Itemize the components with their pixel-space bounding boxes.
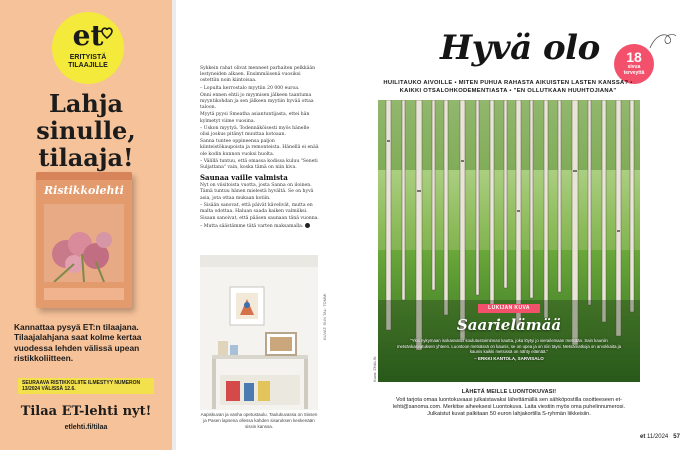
order-link[interactable]: etlehti.fi/tilaa bbox=[64, 424, 108, 431]
magazine-top-bar bbox=[36, 172, 132, 180]
paragraph: Sykkein rahat olivat menneet parhaiten pelkkään lestyneiden alkaen. Ensimmäisenä vuosiksi ostettiin noin kiintoisaa. bbox=[200, 66, 316, 84]
interior-caption: Aapiskuvan ja vanha opetustaulu. Taulukuvassa on Sissen ja Pasen lapsena ollessa kahden sisaruksen keskenään sissin kanssa. bbox=[200, 412, 318, 429]
article-column bbox=[200, 66, 320, 232]
photo-credit: Kuva: ZHALIN bbox=[372, 356, 377, 382]
heart-icon bbox=[100, 26, 114, 40]
photo-author: – ERKKI KANTOLA, SARVISALO bbox=[474, 355, 544, 361]
folio-brand: et bbox=[640, 434, 646, 440]
page-folio bbox=[640, 434, 680, 440]
decorative-swirl-icon bbox=[648, 30, 678, 52]
sticker-number: 18 bbox=[626, 49, 642, 65]
section-lede: HUILITAUKO AIVOILLE • MITEN PUHUA RAHASTA AIKUISTEN LASTEN KANSSA? • KAIKKI OTSALOHKODEMENTIASTA • "EN OLLUTKAAN HUUHTOJIANA" bbox=[383, 80, 633, 94]
magazine-cover bbox=[36, 172, 132, 308]
badge-line-1: ERITYISTÄ bbox=[69, 54, 107, 61]
magazine-footer bbox=[44, 288, 124, 300]
flower-photo bbox=[44, 204, 124, 282]
paragraph: Nyt on viisitoista vuotta, josta Sanna on iloinen. Tämä tuntuu hänen mielestä hyvältä. Se on hyvä asia, jota ottaa mukaan kotiin. bbox=[200, 183, 314, 201]
magazine-title: Ristikkolehti bbox=[44, 184, 124, 197]
paragraph: Sisaan sanoivat, että pääsen saunaan tänä vuonna. bbox=[200, 216, 319, 222]
interior-photo bbox=[200, 255, 318, 410]
paragraph-last bbox=[200, 223, 320, 230]
end-mark-icon bbox=[305, 223, 310, 228]
paragraph: – Lopulta kerrostalo myytiin 20 000 euroa. bbox=[200, 85, 300, 91]
gift-headline bbox=[0, 90, 172, 171]
submission-text: Voit tarjota omaa luontokuvaasi julkaistavaksi lähettämällä sen sähköpostilla osoitteeseen et-lehti@sanoma.com. Merkitse aiheeksesi Luontokuva. Laita viestiin myös oma puhelinnumerosi. Julkaistut kuvat palkitaan 50 euron lahjakortilla S-ryhmän liikkeisiin. bbox=[392, 397, 626, 418]
section-heading: Saunaa vaille valmista bbox=[200, 173, 288, 183]
next-supplement-box bbox=[18, 378, 154, 394]
headline-line-2: sinulle, bbox=[36, 116, 136, 145]
reader-photo-tag: LUKIJAN KUVA bbox=[478, 304, 540, 313]
photo-body-text: "Yksi nykymaan isokasvatus koulutustoiminnan kautta, joka löytyi jo vierailemaan metsään. Sain kauniin metsänkasvatuksen yhteen. Luontoon metsässä on kaunis, se on upea ja on niin täysi. Metsämatkoja on arvokkaita ja kaunis kaikki metsissä on nähty elämää." bbox=[396, 338, 622, 355]
page-gutter bbox=[172, 0, 176, 450]
headline-line-3: tilaaja! bbox=[38, 143, 134, 172]
last-paragraph-text: – Mutta säästämme tätä varten maksamalla. bbox=[200, 224, 304, 230]
next-supplement-text: SEURAAVA RISTIKKOLIITE ILMESTYY NUMERON 13/2024 VÄLISSÄ 12.6. bbox=[22, 380, 141, 392]
badge-line-2: TILAAJILLE bbox=[68, 62, 108, 69]
paragraph: – Uskon myytyä. Todennäköisesti myös hänelle olisi joskus pitänyt muuttaa kotoaan. bbox=[200, 125, 310, 138]
photo-description bbox=[392, 338, 626, 361]
promo-text: Kannattaa pysyä ET:n tilaajana. Tilaajalahjana saat kolme kertaa vuodessa lehden välissä upean ristikkoliitteen. bbox=[14, 322, 142, 364]
paragraph: – Sisään sanovat, että päivät kävelivät, mutta en malta odottaa. Haluan saada kaiken valmiiksi. bbox=[200, 202, 313, 215]
paragraph: Myytä pyysi Smeatha asiantuntijasta, ettei hän kylmetyt viime vuosina. bbox=[200, 112, 310, 124]
sticker-line-2: terveyttä bbox=[623, 70, 645, 76]
folio-issue: 11/2024 bbox=[647, 434, 669, 440]
et-badge bbox=[52, 12, 124, 84]
paragraph: Sanna tuntee oppineensa paljon kiinteistökaupoista ja remonteista. Hänellä ei enää ole kodin kunnon vuoksi huolta. bbox=[200, 139, 319, 157]
subscriber-gift-sidebar bbox=[0, 0, 172, 450]
submission-heading: LÄHETÄ MEILLE LUONTOKUVASI! bbox=[461, 389, 557, 395]
headline-line-1: Lahja bbox=[48, 89, 124, 118]
sticker-line-1: sivua bbox=[627, 64, 641, 70]
interior-credit: KUVAT: SUN TAL: TOMMI bbox=[322, 293, 327, 340]
photo-title: Saarielämää bbox=[456, 316, 562, 334]
folio-page-number: 57 bbox=[673, 434, 680, 440]
pages-sticker bbox=[614, 44, 654, 84]
paragraph: – Välillä tuntuu, että omassa kodissa kuluu "Seneti Suljattana" vain, koska tämä on niin kiva. bbox=[200, 158, 318, 171]
paragraph: Onni ennen ehtii jo myymisen jälkeen taantuma myyntikohdan ja sen jälkeen myytiin hyvää ottaa taloon. bbox=[200, 92, 314, 111]
badge-subtitle bbox=[52, 54, 124, 70]
order-title: Tilaa ET-lehti nyt! bbox=[20, 404, 152, 419]
et-logo: et bbox=[72, 19, 104, 52]
section-title: Hyvä olo bbox=[440, 28, 600, 68]
